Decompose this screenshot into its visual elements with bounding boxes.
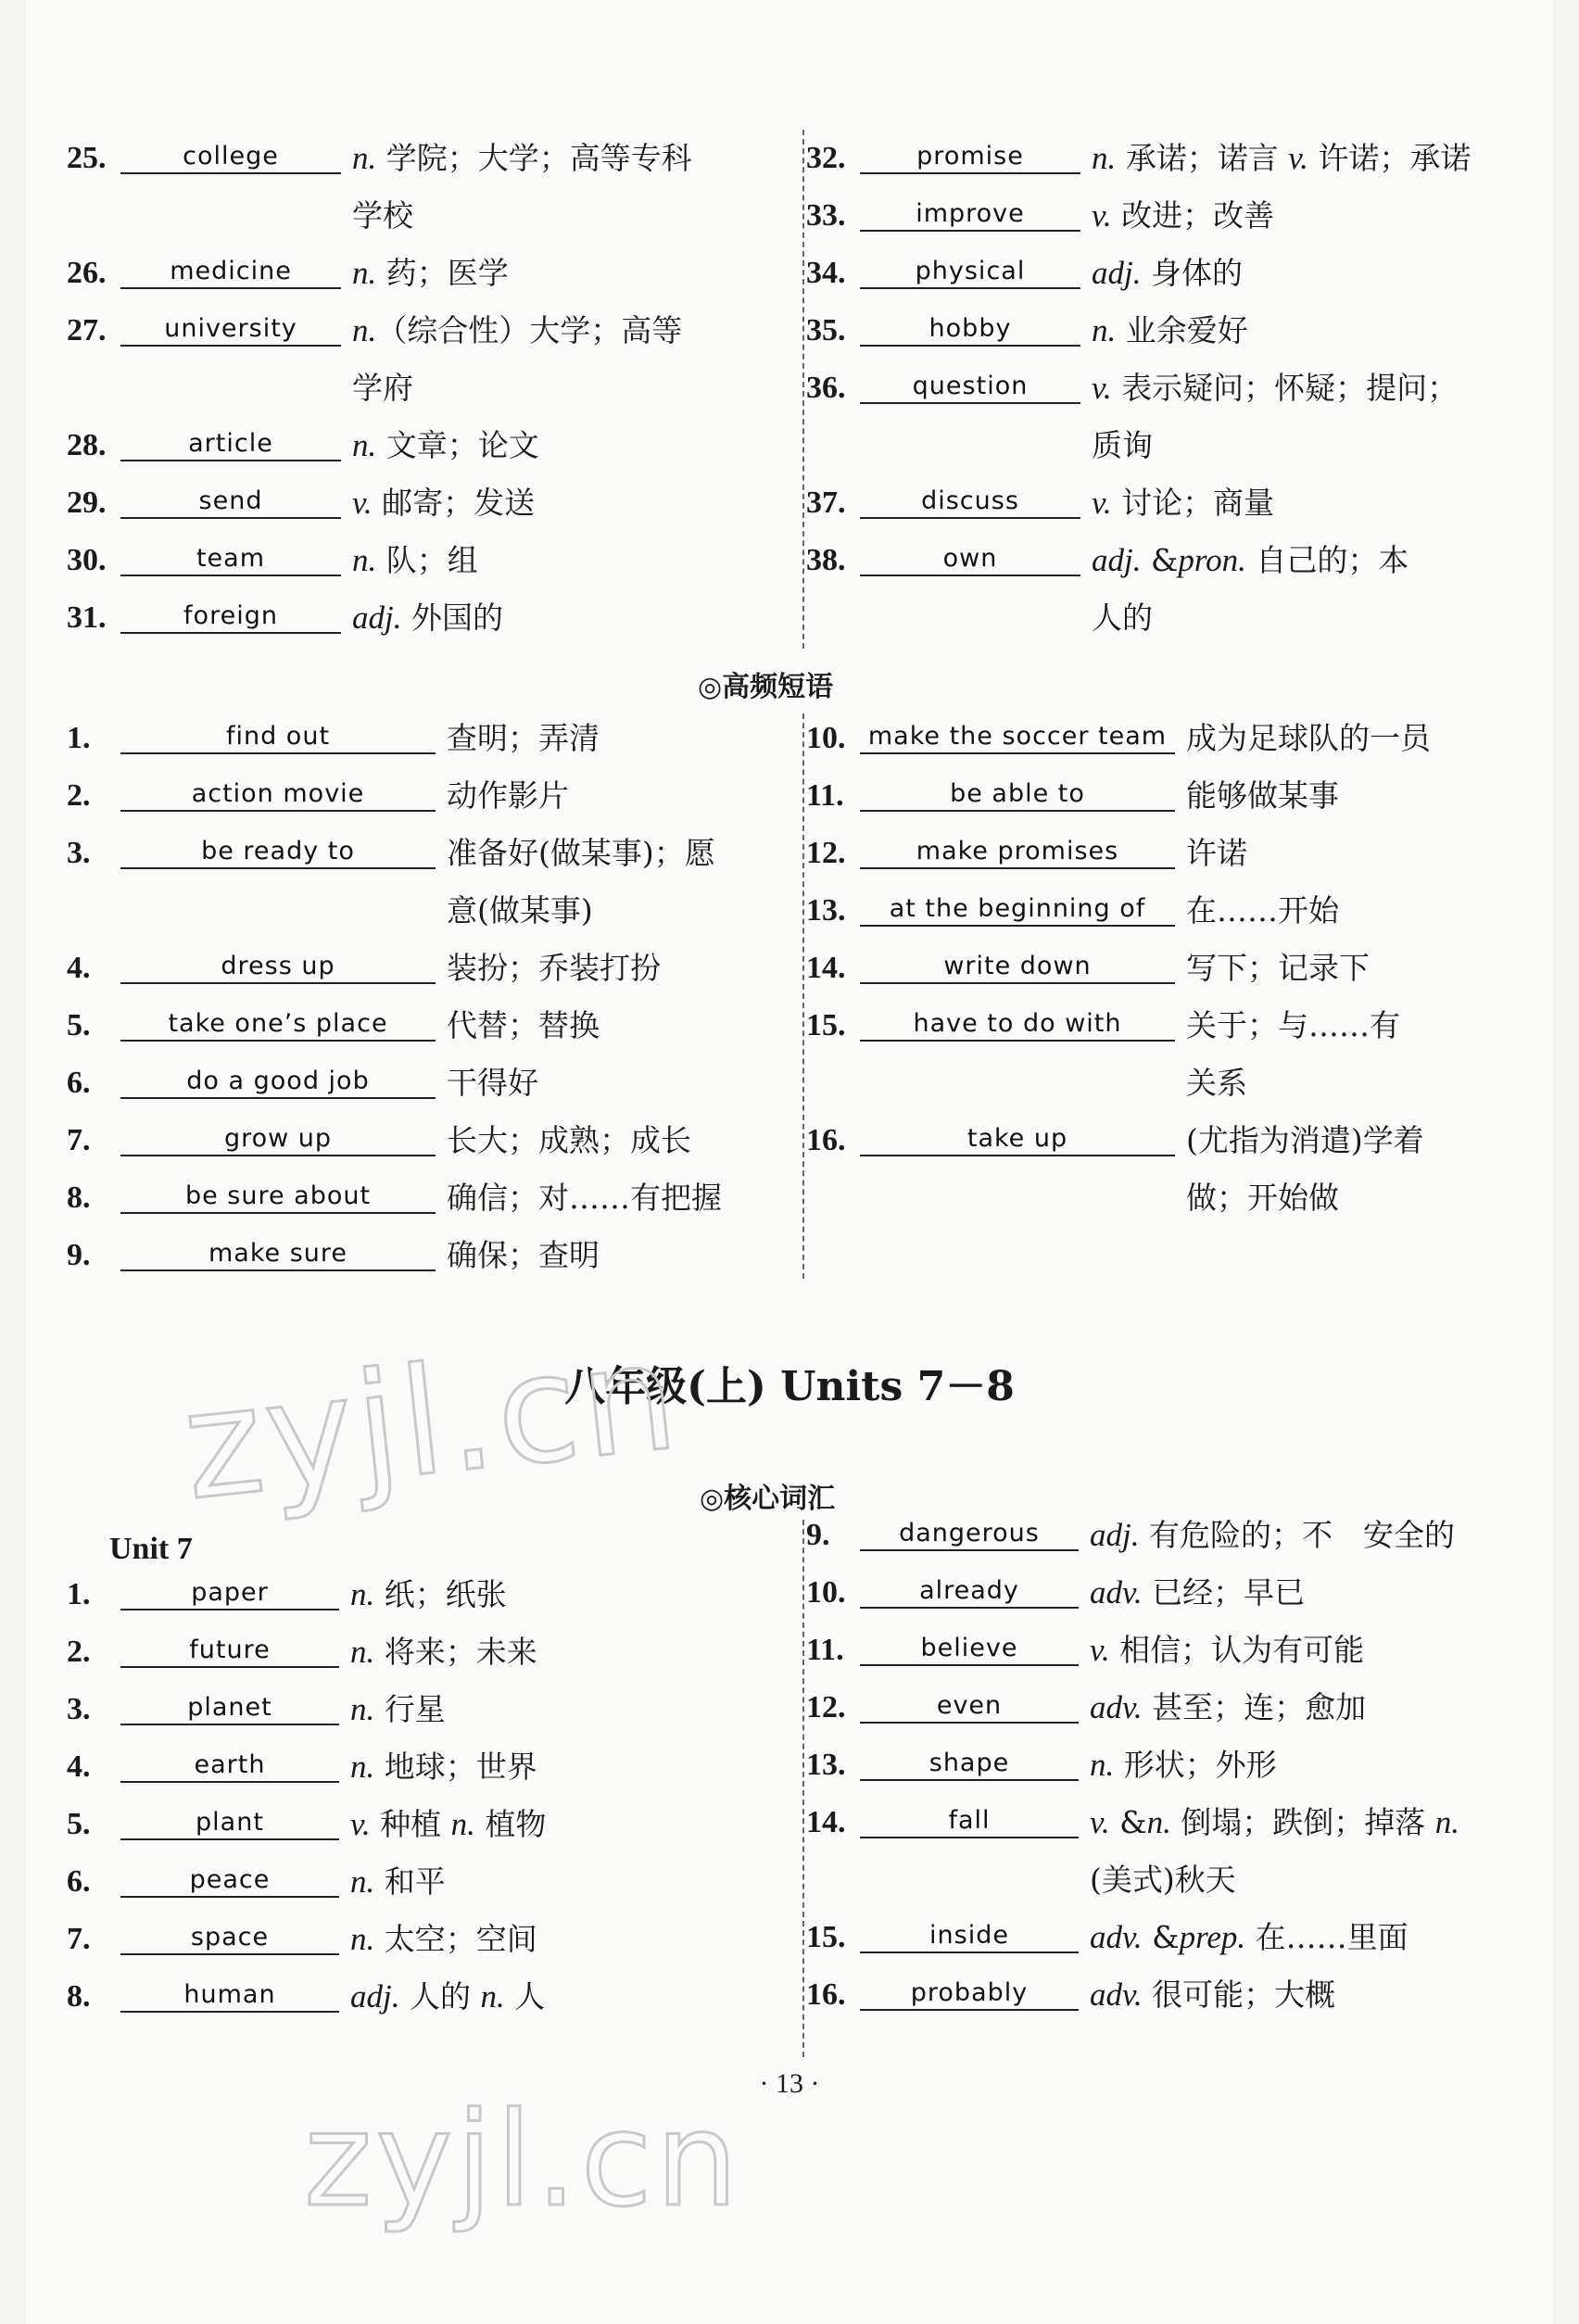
item-number: 28. xyxy=(67,428,107,462)
answer-blank[interactable]: grow up xyxy=(120,1123,436,1156)
item-number: 15. xyxy=(806,1008,846,1042)
definition: 关于；与……有 xyxy=(1186,1007,1400,1043)
vocab-row xyxy=(67,130,799,187)
column-divider xyxy=(802,130,804,649)
vocab-row xyxy=(67,589,799,647)
answer-blank[interactable]: promise xyxy=(860,141,1080,174)
answer-blank[interactable]: hobby xyxy=(860,313,1080,347)
definition: adj. 外国的 xyxy=(352,600,503,636)
answer-blank[interactable]: be able to xyxy=(860,778,1175,812)
item-number: 6. xyxy=(67,1864,91,1899)
answer-blank[interactable]: fall xyxy=(860,1805,1079,1838)
vocab-row xyxy=(806,474,1547,532)
item-number: 12. xyxy=(806,1690,846,1724)
unit7-column-left xyxy=(67,1566,799,2026)
definition: n. 药；医学 xyxy=(352,255,509,291)
item-number: 1. xyxy=(67,721,91,755)
definition: n. 业余爱好 xyxy=(1092,312,1248,348)
item-number: 11. xyxy=(806,1633,844,1667)
item-number: 4. xyxy=(67,1749,91,1784)
answer-blank[interactable]: even xyxy=(860,1690,1079,1724)
answer-blank[interactable]: space xyxy=(120,1922,339,1955)
vocab-row xyxy=(806,1507,1547,1564)
item-number: 33. xyxy=(806,198,846,233)
definition-continued: 做；开始做 xyxy=(1186,1180,1339,1216)
definition-continued: 学校 xyxy=(352,197,413,234)
vocab-row xyxy=(67,1623,799,1681)
answer-blank[interactable]: be ready to xyxy=(120,836,436,869)
unit-label: Unit 7 xyxy=(109,1532,193,1566)
answer-blank[interactable]: believe xyxy=(860,1633,1079,1666)
item-number: 3. xyxy=(67,1692,91,1726)
item-number: 14. xyxy=(806,1805,846,1839)
vocab-row xyxy=(67,940,799,997)
item-number: 35. xyxy=(806,313,846,347)
watermark: zyjl.cn xyxy=(175,1308,688,1534)
item-number: 8. xyxy=(67,1181,91,1215)
column-divider xyxy=(802,1520,804,2057)
definition-continued: 意(做某事) xyxy=(447,892,593,928)
vocab-column-right xyxy=(806,130,1547,647)
vocab-row xyxy=(67,532,799,589)
definition: 干得好 xyxy=(447,1065,538,1101)
answer-blank[interactable]: article xyxy=(120,428,341,461)
answer-blank[interactable]: shape xyxy=(860,1748,1079,1781)
answer-blank[interactable]: college xyxy=(120,141,341,174)
vocab-row xyxy=(806,302,1547,360)
phrases-section-title: ◎高频短语 xyxy=(698,671,834,703)
vocab-row xyxy=(806,1909,1547,1966)
answer-blank[interactable]: foreign xyxy=(120,600,341,634)
item-number: 37. xyxy=(806,486,846,520)
definition: adj. &pron. 自己的；本 xyxy=(1092,542,1409,578)
vocab-row xyxy=(67,1169,799,1227)
answer-blank[interactable]: inside xyxy=(860,1920,1079,1953)
answer-blank[interactable]: future xyxy=(120,1635,339,1668)
vocab-row xyxy=(67,1055,799,1112)
vocab-row xyxy=(67,1681,799,1738)
vocab-row xyxy=(67,1853,799,1911)
vocab-row xyxy=(806,1737,1547,1794)
vocab-row xyxy=(806,360,1547,417)
item-number: 12. xyxy=(806,836,846,870)
definition: n. 纸；纸张 xyxy=(350,1576,507,1612)
answer-blank[interactable]: physical xyxy=(860,256,1080,289)
answer-blank[interactable]: plant xyxy=(120,1807,339,1840)
definition: adj. 身体的 xyxy=(1092,255,1243,291)
item-number: 2. xyxy=(67,778,91,813)
definition: n.（综合性）大学；高等 xyxy=(352,312,683,348)
definition: adv. 很可能；大概 xyxy=(1090,1977,1336,2013)
item-number: 2. xyxy=(67,1635,91,1669)
definition: 装扮；乔装打扮 xyxy=(447,950,661,986)
definition: adv. 甚至；连；愈加 xyxy=(1090,1689,1367,1725)
item-number: 11. xyxy=(806,778,844,813)
vocab-row xyxy=(806,940,1547,997)
definition-continued: 关系 xyxy=(1186,1065,1247,1101)
vocab-row xyxy=(806,245,1547,302)
answer-blank[interactable]: question xyxy=(860,371,1080,404)
definition: n. 学院；大学；高等专科 xyxy=(352,140,692,176)
vocab-row xyxy=(806,1794,1547,1851)
item-number: 26. xyxy=(67,256,107,290)
phrases-column-left xyxy=(67,710,799,1284)
vocab-row xyxy=(67,767,799,825)
item-number: 5. xyxy=(67,1008,91,1042)
definition: v. 表示疑问；怀疑；提问； xyxy=(1092,370,1459,406)
definition: 长大；成熟；成长 xyxy=(447,1122,691,1158)
item-number: 8. xyxy=(67,1979,91,2014)
definition-continued: 人的 xyxy=(1092,600,1153,636)
vocab-row xyxy=(806,997,1547,1055)
vocab-row xyxy=(806,1966,1547,2024)
answer-blank[interactable]: own xyxy=(860,543,1080,576)
item-number: 6. xyxy=(67,1066,91,1100)
item-number: 32. xyxy=(806,141,846,175)
definition: n. 地球；世界 xyxy=(350,1749,537,1785)
phrases-column-right xyxy=(806,710,1547,1227)
answer-blank[interactable]: medicine xyxy=(120,256,341,289)
vocab-row xyxy=(67,474,799,532)
vocab-row xyxy=(67,997,799,1055)
item-number: 13. xyxy=(806,893,846,928)
vocab-row xyxy=(67,710,799,767)
vocab-row xyxy=(806,187,1547,245)
answer-blank[interactable]: do a good job xyxy=(120,1066,436,1099)
definition: v. 改进；改善 xyxy=(1092,197,1275,234)
item-number: 16. xyxy=(806,1977,846,2012)
answer-blank[interactable]: team xyxy=(120,543,341,576)
definition: 动作影片 xyxy=(447,777,569,814)
vocab-row xyxy=(67,1738,799,1796)
definition: 查明；弄清 xyxy=(447,720,600,756)
answer-blank[interactable]: make sure xyxy=(120,1238,436,1271)
vocab-row xyxy=(806,1679,1547,1737)
item-number: 13. xyxy=(806,1748,846,1782)
definition: 能够做某事 xyxy=(1186,777,1339,814)
definition: 确保；查明 xyxy=(447,1237,600,1273)
vocab-row xyxy=(806,1564,1547,1622)
answer-blank[interactable]: write down xyxy=(860,951,1175,984)
item-number: 15. xyxy=(806,1920,846,1954)
definition: v. 种植 n. 植物 xyxy=(350,1806,547,1842)
definition-continued: 学府 xyxy=(352,370,413,406)
vocab-row xyxy=(806,825,1547,882)
definition-continued: 质询 xyxy=(1092,427,1153,463)
definition: 成为足球队的一员 xyxy=(1186,720,1431,756)
definition: adj. 人的 n. 人 xyxy=(350,1978,546,2015)
item-number: 9. xyxy=(806,1518,830,1552)
answer-blank[interactable]: paper xyxy=(120,1577,339,1610)
answer-blank[interactable]: take up xyxy=(860,1123,1175,1156)
vocab-row xyxy=(806,532,1547,589)
vocab-row xyxy=(67,1112,799,1169)
definition: n. 和平 xyxy=(350,1863,446,1900)
watermark: zyjl.cn xyxy=(304,2085,742,2236)
item-number: 16. xyxy=(806,1123,846,1157)
answer-blank[interactable]: make the soccer team xyxy=(860,721,1175,754)
item-number: 34. xyxy=(806,256,846,290)
answer-blank[interactable]: dress up xyxy=(120,951,436,984)
answer-blank[interactable]: take one’s place xyxy=(120,1008,436,1042)
definition: v. 邮寄；发送 xyxy=(352,485,536,521)
definition: n. 太空；空间 xyxy=(350,1921,537,1957)
item-number: 4. xyxy=(67,951,91,985)
item-number: 1. xyxy=(67,1577,91,1611)
vocab-row xyxy=(67,825,799,882)
definition: adv. &prep. 在……里面 xyxy=(1090,1919,1408,1955)
vocab-row xyxy=(67,1911,799,1968)
definition: 确信；对……有把握 xyxy=(447,1180,722,1216)
answer-blank[interactable]: planet xyxy=(120,1692,339,1725)
answer-blank[interactable]: find out xyxy=(120,721,436,754)
core-vocab-section-title: ◎核心词汇 xyxy=(700,1483,836,1515)
definition: adv. 已经；早已 xyxy=(1090,1574,1306,1610)
definition: 在……开始 xyxy=(1186,892,1339,928)
item-number: 30. xyxy=(67,543,107,577)
definition: v. 相信；认为有可能 xyxy=(1090,1632,1365,1668)
column-divider xyxy=(802,714,804,1279)
answer-blank[interactable]: at the beginning of xyxy=(860,893,1175,927)
item-number: 9. xyxy=(67,1238,91,1272)
vocab-row xyxy=(67,1968,799,2026)
definition: n. 行星 xyxy=(350,1691,446,1727)
definition: n. 队；组 xyxy=(352,542,478,578)
item-number: 5. xyxy=(67,1807,91,1841)
item-number: 10. xyxy=(806,1575,846,1610)
answer-blank[interactable]: discuss xyxy=(860,486,1080,519)
answer-blank[interactable]: earth xyxy=(120,1749,339,1783)
vocab-row xyxy=(806,882,1547,940)
answer-blank[interactable]: action movie xyxy=(120,778,436,812)
item-number: 27. xyxy=(67,313,107,347)
vocab-row xyxy=(67,302,799,360)
vocab-column-left xyxy=(67,130,799,647)
vocab-row xyxy=(806,1112,1547,1169)
answer-blank[interactable]: dangerous xyxy=(860,1518,1079,1551)
page-number: · 13 · xyxy=(759,2068,820,2099)
vocab-row xyxy=(806,767,1547,825)
answer-blank[interactable]: peace xyxy=(120,1864,339,1898)
item-number: 3. xyxy=(67,836,91,870)
item-number: 25. xyxy=(67,141,107,175)
definition: n. 形状；外形 xyxy=(1090,1747,1277,1783)
definition: v. 讨论；商量 xyxy=(1092,485,1275,521)
vocab-row xyxy=(67,1796,799,1853)
answer-blank[interactable]: human xyxy=(120,1979,339,2013)
definition: 代替；替换 xyxy=(447,1007,600,1043)
document-page xyxy=(26,0,1553,2324)
answer-blank[interactable]: send xyxy=(120,486,341,519)
item-number: 36. xyxy=(806,371,846,405)
item-number: 38. xyxy=(806,543,846,577)
vocab-row xyxy=(67,1227,799,1284)
vocab-row xyxy=(67,417,799,474)
answer-blank[interactable]: already xyxy=(860,1575,1079,1609)
vocab-row xyxy=(67,245,799,302)
vocab-row xyxy=(806,130,1547,187)
answer-blank[interactable]: make promises xyxy=(860,836,1175,869)
definition: 写下；记录下 xyxy=(1186,950,1370,986)
answer-blank[interactable]: improve xyxy=(860,198,1080,232)
definition-continued: (美式)秋天 xyxy=(1090,1862,1236,1898)
answer-blank[interactable]: have to do with xyxy=(860,1008,1175,1042)
answer-blank[interactable]: probably xyxy=(860,1977,1079,2011)
unit7-column-right xyxy=(806,1507,1547,2024)
item-number: 7. xyxy=(67,1123,91,1157)
vocab-row xyxy=(806,710,1547,767)
item-number: 14. xyxy=(806,951,846,985)
definition: n. 承诺；诺言 v. 许诺；承诺 xyxy=(1092,140,1472,176)
definition: n. 文章；论文 xyxy=(352,427,539,463)
item-number: 7. xyxy=(67,1922,91,1956)
vocab-row xyxy=(806,1622,1547,1679)
answer-blank[interactable]: university xyxy=(120,313,341,347)
definition: 许诺 xyxy=(1186,835,1247,871)
definition: n. 将来；未来 xyxy=(350,1634,537,1670)
definition: (尤指为消遣)学着 xyxy=(1186,1122,1424,1158)
definition: 准备好(做某事)；愿 xyxy=(447,835,715,871)
item-number: 10. xyxy=(806,721,846,755)
item-number: 31. xyxy=(67,600,107,635)
item-number: 29. xyxy=(67,486,107,520)
answer-blank[interactable]: be sure about xyxy=(120,1181,436,1214)
vocab-row xyxy=(67,1566,799,1623)
definition: v. &n. 倒塌；跌倒；掉落 n. xyxy=(1090,1804,1460,1840)
definition: adj. 有危险的；不 安全的 xyxy=(1090,1517,1455,1553)
unit-title: 八年级(上) Units 7－8 xyxy=(564,1363,1015,1410)
